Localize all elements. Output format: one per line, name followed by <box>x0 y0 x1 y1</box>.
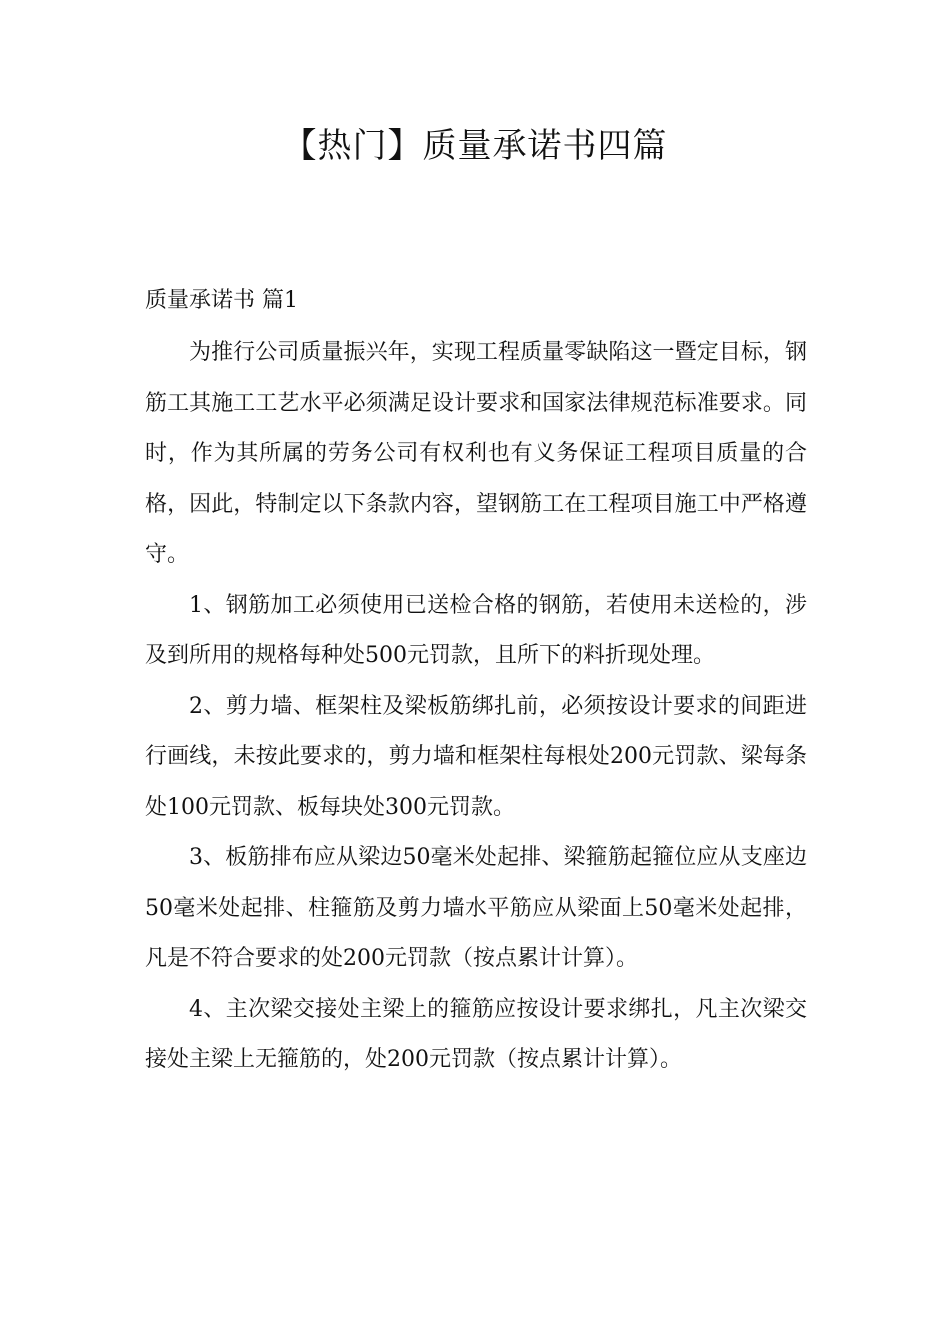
paragraph-intro: 为推行公司质量振兴年，实现工程质量零缺陷这一暨定目标，钢筋工其施工工艺水平必须满足设计要求和国家法律规范标准要求。同时，作为其所属的劳务公司有权利也有义务保证工程项目质量的合格，因此，特制定以下条款内容，望钢筋工在工程项目施工中严格遵守。 <box>145 340 807 567</box>
document-title: 【热门】质量承诺书四篇 <box>282 126 668 166</box>
document-body <box>145 328 807 1086</box>
section-heading: 质量承诺书 篇1 <box>145 288 298 313</box>
paragraph-clause-4: 4、主次梁交接处主梁上的箍筋应按设计要求绑扎，凡主次梁交接处主梁上无箍筋的，处200元罚款（按点累计计算）。 <box>145 996 807 1072</box>
paragraph-clause-2: 2、剪力墙、框架柱及梁板筋绑扎前，必须按设计要求的间距进行画线，未按此要求的，剪力墙和框架柱每根处200元罚款、梁每条处100元罚款、板每块处300元罚款。 <box>145 693 807 820</box>
paragraph-clause-3: 3、板筋排布应从梁边50毫米处起排、梁箍筋起箍位应从支座边50毫米处起排、柱箍筋及剪力墙水平筋应从梁面上50毫米处起排，凡是不符合要求的处200元罚款（按点累计计算）。 <box>145 845 807 971</box>
paragraph-clause-1: 1、钢筋加工必须使用已送检合格的钢筋，若使用未送检的，涉及到所用的规格每种处500元罚款，且所下的料折现处理。 <box>145 592 807 668</box>
